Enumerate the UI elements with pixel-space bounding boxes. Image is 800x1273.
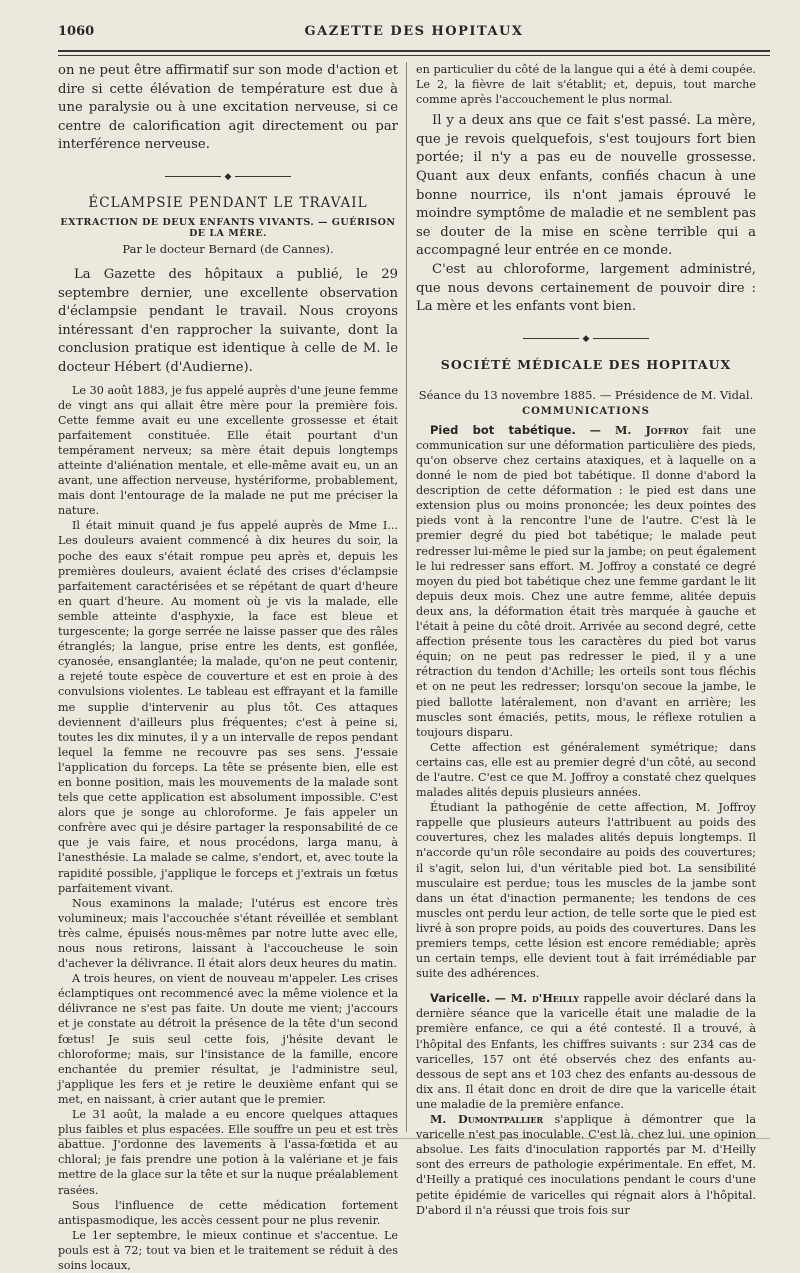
- left-column: [58, 62, 398, 1272]
- body-paragraph: Sous l'influence de cette médication fortement antispasmodique, les accès cessent pour ne plus revenir.: [58, 1198, 398, 1227]
- section-ornament: ◆: [58, 169, 398, 185]
- article-byline: Par le docteur Bernard (de Cannes).: [122, 241, 334, 256]
- communication-item: [416, 423, 756, 740]
- right-column: [416, 62, 757, 1217]
- body-paragraph: A trois heures, on vient de nouveau m'appeler. Les crises éclamptiques ont recommencé avec la même violence et la délivrance ne s'est pas faite. Un doute me vient; j'accours et je constate au détroit la présence de la tête d'un second fœtus! Je suis seul cette fois, j'hésite devant le chloroforme; mais, sur l'insistance de la famille, encore enchantée du premier résultat, je l'administre seul, j'applique les fers et je retire le deuxième enfant qui se met, en naissant, à crier autant que le premier.: [58, 972, 398, 1106]
- body-paragraph: Cette affection est généralement symétrique; dans certains cas, elle est au premier degré d'un côté, au second de l'autre. C'est ce que M. Joffroy a constaté chez quelques malades alités depuis plusieurs années.: [416, 740, 756, 800]
- communications-heading: COMMUNICATIONS: [522, 405, 650, 417]
- section-ornament: ◆: [416, 331, 756, 347]
- communication-item: [416, 991, 756, 1112]
- footer-rule: [58, 1138, 770, 1139]
- article-subtitle: EXTRACTION DE DEUX ENFANTS VIVANTS. — GUÉRISON DE LA MÈRE.: [60, 216, 396, 239]
- column-divider: [406, 62, 407, 1132]
- communication-item: [416, 1112, 756, 1218]
- body-paragraph: Nous examinons la malade; l'utérus est encore très volumineux; mais l'accouchée s'étant réveillée et semblant très calme, épuisés nous-mêmes par notre lutte avec elle, nous nous retirons, laissant à l'accoucheuse le soin d'achever la délivrance. Il était alors deux heures du matin.: [58, 896, 398, 971]
- body-paragraph: Le 30 août 1883, je fus appelé auprès d'une jeune femme de vingt ans qui allait être mère pour la première fois. Cette femme avait eu une excellente grossesse et était parfaitement constituée. Elle était pourtant d'un tempérament nerveux; sa mère était depuis longtemps atteinte d'aliénation mentale, et elle-même avait eu, un an avant, une affection nerveuse, hystériforme, probablement, mais dont l'entourage de la malade ne put me préciser la nature.: [58, 383, 398, 518]
- society-title: SOCIÉTÉ MÉDICALE DES HOPITAUX: [440, 356, 732, 372]
- item-text: fait une communication sur une déformation particulière des pieds, qu'on observe chez certains ataxiques, et à laquelle on a donné le nom de pied bot tabétique. Il donne d'abord la description de cette déformation : le pied est dans une extension plus ou moins prononcée; les deux pointes des pieds vont à la rencontre l'une de l'autre. C'est là le premier degré du pied bot tabétique; le malade peut redresser lui-même le pied sur la jambe; on peut également le lui redresser sans effort. M. Joffroy a constaté ce degré moyen du pied bot tabétique chez une femme gardant le lit depuis deux mois. Chez une autre femme, alitée depuis deux ans, la déformation était très marquée à gauche et l'était à peine du côté droit. Arrivée au second degré, cette affection présente tous les caractères du pied bot varus équin; on ne peut pas redresser le pied, il y a une rétraction du tendon d'Achille; les orteils sont tous fléchis et on ne peut les redresser; lorsqu'on secoue la jambe, le pied ballotte latéralement, non d'avant en arrière; les muscles sont émaciés, petits, mous, le réflexe rotulien a toujours disparu.: [416, 423, 757, 739]
- item-text: rappelle avoir déclaré dans la dernière séance que la varicelle était une maladie de la première enfance, ce qui a été contesté. Il a trouvé, à l'hôpital des Enfants, les chiffres suivants : sur 234 cas de varicelles, 157 ont été observés chez des enfants au-dessous de sept ans et 103 chez des enfants au-dessous de dix ans. Il était donc en droit de dire que la varicelle était une maladie de la première enfance.: [416, 992, 756, 1111]
- header-rule: [58, 50, 770, 56]
- item-lead: Varicelle.: [430, 991, 491, 1006]
- item-author: M. Dumontpallier: [430, 1112, 544, 1127]
- item-author: — M. Joffroy: [589, 422, 689, 437]
- continuation-paragraph: en particulier du côté de la langue qui a été à demi coupée. Le 2, la fièvre de lait s'établit; et, depuis, tout marche comme après l'accouchement le plus normal.: [416, 63, 756, 107]
- body-paragraph: Étudiant la pathogénie de cette affection, M. Joffroy rappelle que plusieurs auteurs l'attribuent au poids des couvertures, chez les malades alités depuis longtemps. Il n'accorde qu'un rôle secondaire au poids des couvertures; il s'agit, selon lui, d'un véritable pied bot. La sensibilité musculaire est perdue; tous les muscles de la jambe sont dans un état d'inaction permanente; les tendons de ces muscles ont perdu leur action, de telle sorte que le pied est livré à son propre poids, au poids des couvertures. Dans les premiers temps, cette lésion est encore remédiable; après un certain temps, elle devient tout à fait irrémédiable par suite des adhérences.: [416, 801, 756, 981]
- item-text: s'applique à démontrer que la varicelle n'est pas inoculable. C'est là, chez lui, une opinion absolue. Les faits d'inoculation rapportés par M. d'Heilly sont des erreurs de pathologie expérimentale. En effet, M. d'Heilly a pratiqué ces inoculations pendant le cours d'une petite épidémie de varicelles qui régnait alors à l'hôpital. D'abord il n'a réussi que trois fois sur: [416, 1113, 756, 1217]
- item-author: — M. d'Heilly: [494, 991, 580, 1006]
- body-paragraph: Le 31 août, la malade a eu encore quelques attaques plus faibles et plus espacées. Elle souffre un peu et est très abattue. J'ordonne des lavements à l'assa-fœtida et au chloral; je fais prendre une potion à la valériane et je fais mettre de la glace sur la tête et sur la nuque préalablement rasées.: [58, 1108, 398, 1197]
- lead-paragraph: Il y a deux ans que ce fait s'est passé. La mère, que je revois quelquefois, s'est toujours fort bien portée; il n'y a pas eu de nouvelle grossesse. Quant aux deux enfants, confiés chacun à une bonne nourrice, ils n'ont jamais éprouvé le moindre symptôme de maladie et ne semblent pas se douter de la mise en scène terrible qui a accompagné leur entrée en ce monde.: [416, 113, 756, 259]
- intro-paragraph: on ne peut être affirmatif sur son mode d'action et dire si cette élévation de température est due à une paralysie ou à une excitation nerveuse, si ce centre de calorification agit directement ou par interférence nerveuse.: [58, 63, 398, 153]
- page-header: [58, 22, 770, 44]
- session-line: Séance du 13 novembre 1885. — Présidence de M. Vidal.: [418, 387, 754, 402]
- body-paragraph: Il était minuit quand je fus appelé auprès de Mme I... Les douleurs avaient commencé à dix heures du soir, la poche des eaux s'était rompue peu après et, depuis les premières douleurs, avaient éclaté des crises d'éclampsie parfaitement caractérisées et se répétant de quart d'heure en quart d'heure. Au moment où je vis la malade, elle semble atteinte d'asphyxie, la face est bleue et turgescente; la gorge serrée ne laisse passer que des râles étranglés; la langue, prise entre les dents, est gonflée, cyanosée, ensanglantée; la malade, qu'on ne peut contenir, a rejeté toute espèce de couverture et est en proie à des convulsions violentes. Le tableau est effrayant et la famille me supplie d'intervenir au plus tôt. Ces attaques deviennent d'ailleurs plus fréquentes; c'est à peine si, toutes les dix minutes, il y a un intervalle de repos pendant lequel la femme ne recouvre pas ses sens. J'essaie l'application du forceps. La tête se présente bien, elle est en bonne position, mais les mouvements de la malade sont tels que cette application est absolument impossible. C'est alors que je songe au chloroforme. Je fais appeler un confrère avec qui je désire partager la responsabilité de ce que je vais faire, et nous procédons, larga manu, à l'anesthésie. La malade se calme, s'endort, et, avec toute la rapidité possible, j'applique le forceps et j'extrais un fœtus parfaitement vivant.: [58, 519, 398, 895]
- page-number: 1060: [58, 24, 95, 39]
- article-title: ÉCLAMPSIE PENDANT LE TRAVAIL: [88, 194, 368, 211]
- body-paragraph: Le 1er septembre, le mieux continue et s'accentue. Le pouls est à 72; tout va bien et le traitement se réduit à des soins locaux,: [58, 1228, 398, 1272]
- running-title: GAZETTE DES HOPITAUX: [304, 24, 524, 39]
- item-lead: Pied bot tabétique.: [430, 422, 576, 437]
- lead-paragraph: C'est au chloroforme, largement administré, que nous devons certainement de pouvoir dire : La mère et les enfants vont bien.: [416, 262, 756, 315]
- lead-paragraph: La Gazette des hôpitaux a publié, le 29 septembre dernier, une excellente observation d'éclampsie pendant le travail. Nous croyons intéressant d'en rapprocher la suivante, dont la conclusion pratique est identique à celle de M. le docteur Hébert (d'Audierne).: [58, 266, 398, 375]
